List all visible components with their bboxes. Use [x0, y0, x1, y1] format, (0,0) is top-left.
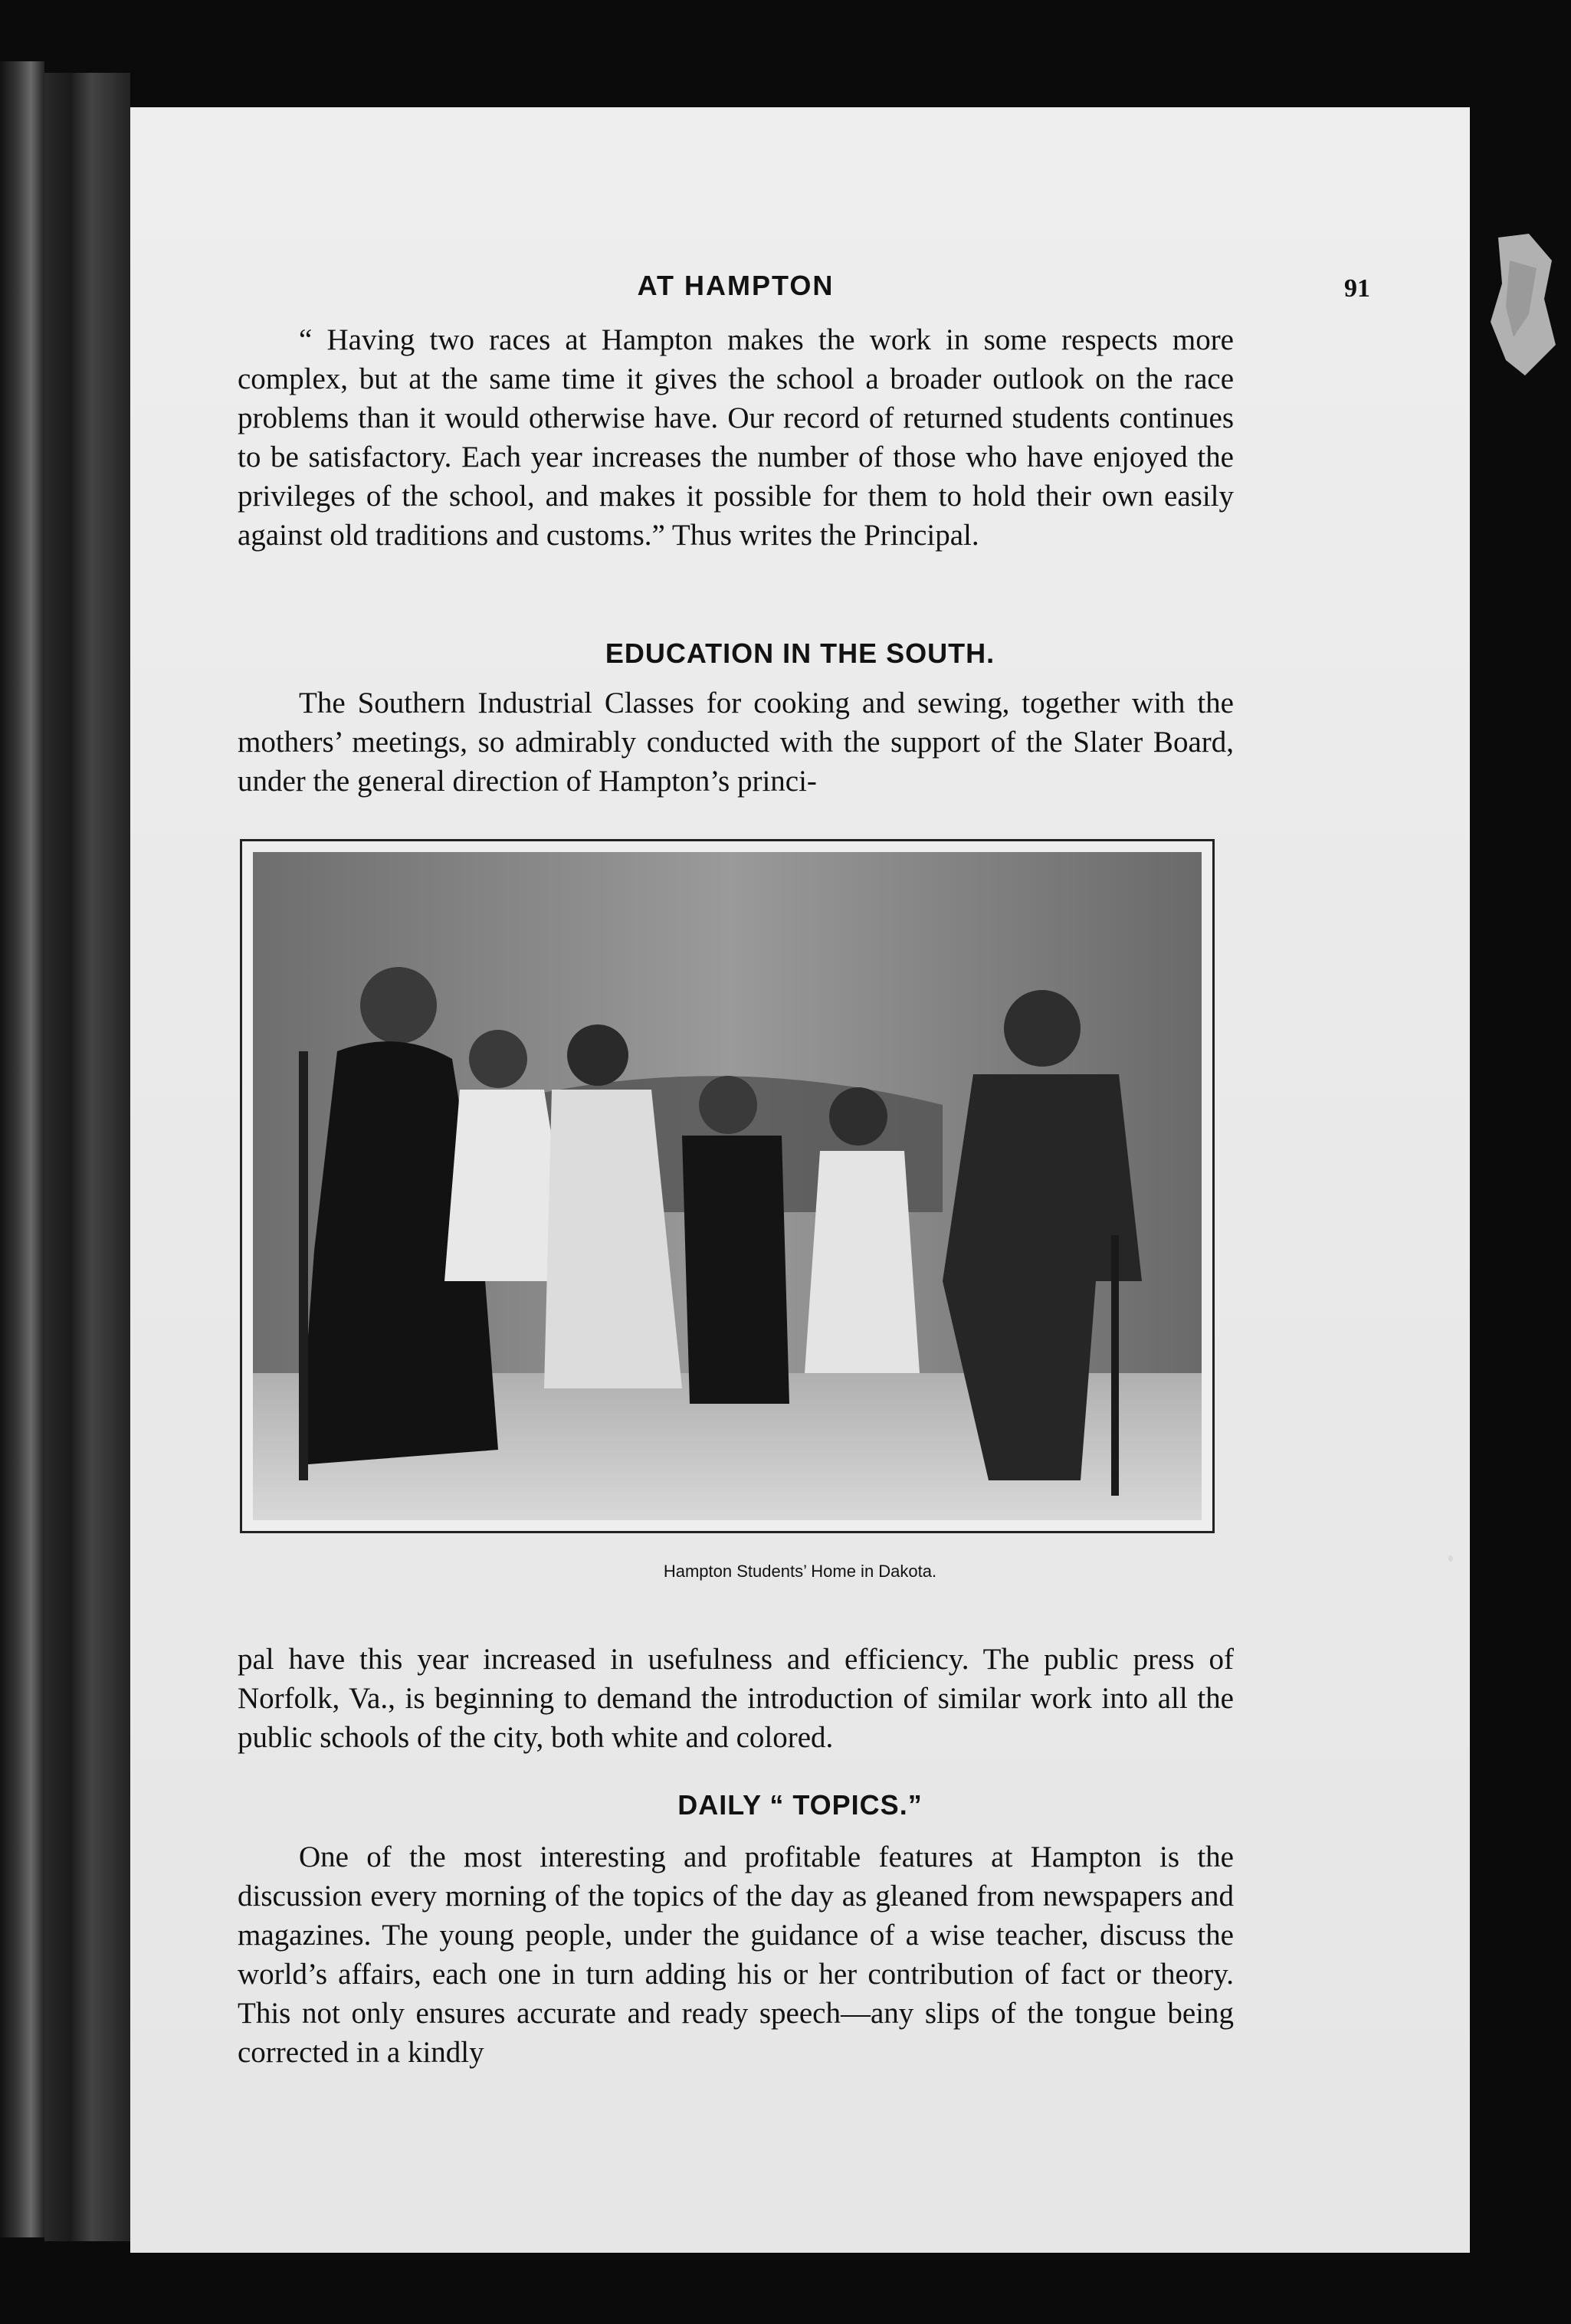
topics-paragraph: One of the most interesting and profitable features at Hampton is the discussion every morning of the topics of the day as gleaned from newspapers and magazines. The young people, under the guidance of a wise teacher, discuss the world’s affairs, each one in turn adding his or her contribution of fact or theory. This not only ensures accurate and ready speech—any slips of the tongue being corrected in a kindly — [238, 1841, 1234, 2069]
education-paragraph-block — [238, 683, 1234, 801]
education-paragraph-end: pal have this year increased in usefulness and efficiency. The public press of Norfolk, Va., is beginning to demand the introduction of similar work into all the public schools of the city, both white and colored. — [238, 1643, 1234, 1754]
photo-caption: Hampton Students’ Home in Dakota. — [663, 1562, 937, 1581]
running-title: AT HAMPTON — [637, 270, 835, 301]
education-paragraph-end-block — [238, 1640, 1234, 1757]
intro-paragraph-block — [238, 320, 1234, 555]
scan-left-edge — [0, 61, 44, 2237]
page-number: 91 — [1344, 274, 1370, 303]
education-paragraph-start: The Southern Industrial Classes for cooking and sewing, together with the mothers’ meetings, so admirably conducted with the support of the Slater Board, under the general direction of Hampton’s princi- — [238, 687, 1234, 798]
topics-paragraph-block — [238, 1837, 1234, 2072]
topics-heading: DAILY “ TOPICS.” — [677, 1789, 923, 1821]
book-spine — [44, 73, 130, 2241]
running-head — [130, 270, 1470, 308]
book-page — [130, 107, 1470, 2253]
intro-paragraph: “ Having two races at Hampton makes the work in some respects more complex, but at the same time it gives the school a broader outlook on the race problems than it would otherwise have. Our record of returned students continues to be satisfactory. Each year increases the number of those who have enjoyed the privileges of the school, and makes it possible for them to hold their own easily against old traditions and customs.” Thus writes the Principal. — [238, 323, 1234, 552]
education-heading: EDUCATION IN THE SOUTH. — [605, 638, 995, 669]
photo-frame — [240, 839, 1215, 1533]
family-portrait-photo — [253, 852, 1202, 1520]
paper-scrap-decoration — [1483, 230, 1560, 383]
